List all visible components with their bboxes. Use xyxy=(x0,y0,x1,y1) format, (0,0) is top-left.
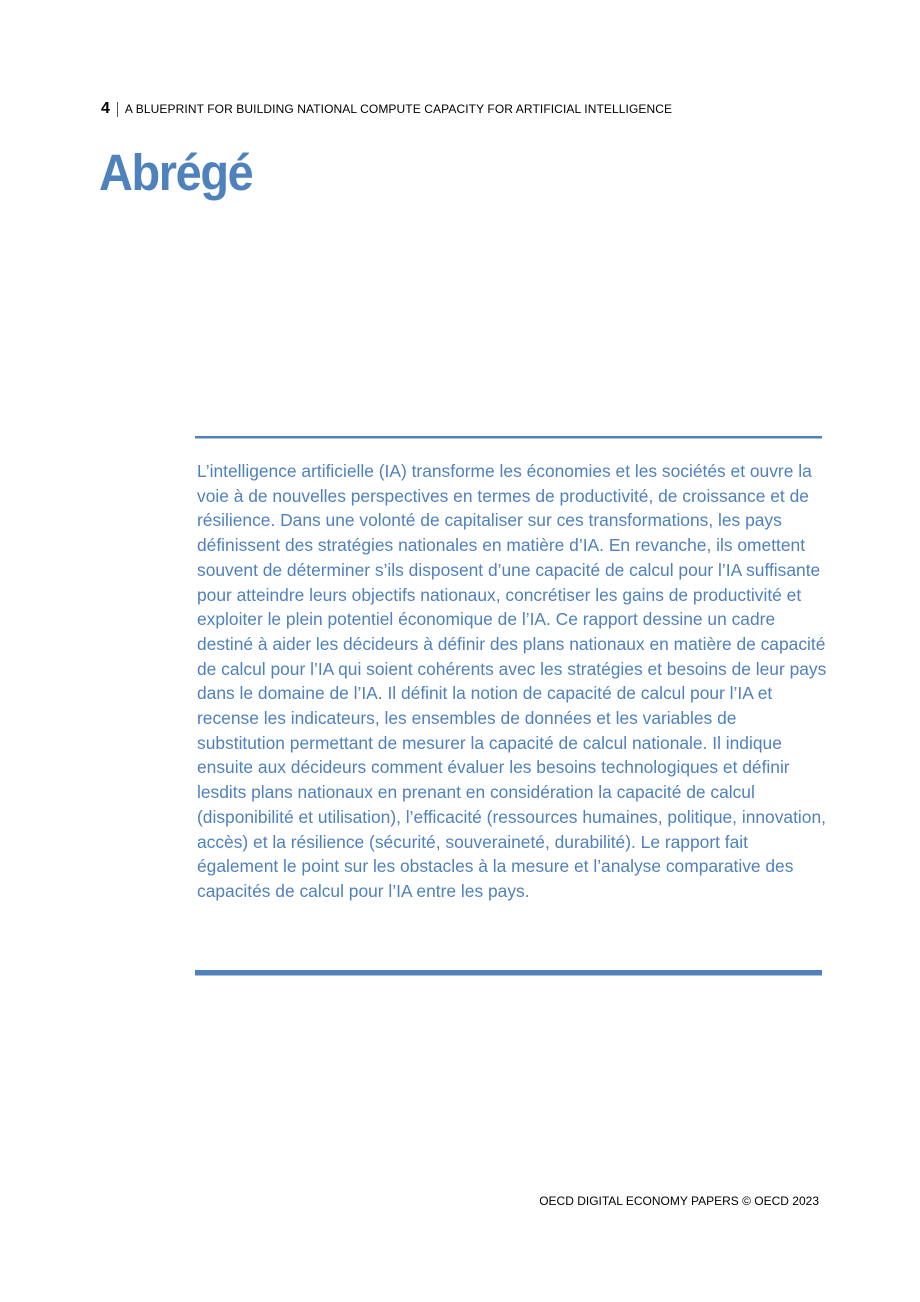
abstract-text: L’intelligence artificielle (IA) transforme les économies et les sociétés et ouvre la voie à de nouvelles perspectives en termes de productivité, de croissance et de résilience. Dans une volonté de capitaliser sur ces transformations, les pays définissent des stratégies nationales en matière d’IA. En revanche, ils omettent souvent de déterminer s’ils disposent d’une capacité de calcul pour l’IA suffisante pour atteindre leurs objectifs nationaux, concrétiser les gains de productivité et exploiter le plein potentiel économique de l’IA. Ce rapport dessine un cadre destiné à aider les décideurs à définir des plans nationaux en matière de capacité de calcul pour l’IA qui soient cohérents avec les stratégies et besoins de leur pays dans le domaine de l’IA. Il définit la notion de capacité de calcul pour l’IA et recense les indicateurs, les ensembles de données et les variables de substitution permettant de mesurer la capacité de calcul nationale. Il indique ensuite aux décideurs comment évaluer les besoins technologiques et définir lesdits plans nationaux en prenant en considération la capacité de calcul (disponibilité et utilisation), l’efficacité (ressources humaines, politique, innovation, accès) et la résilience (sécurité, souveraineté, durabilité). Le rapport fait également le point sur les obstacles à la mesure et l’analyse comparative des capacités de calcul pour l’IA entre les pays. xyxy=(197,461,827,901)
page-header xyxy=(101,99,672,119)
page-number: 4 xyxy=(101,100,110,117)
section-title: Abrégé xyxy=(99,144,253,201)
header-separator xyxy=(117,102,118,117)
page-footer: OECD DIGITAL ECONOMY PAPERS © OECD 2023 xyxy=(539,1194,819,1208)
abstract-bottom-rule xyxy=(195,970,822,975)
abstract-top-rule xyxy=(195,436,822,438)
running-title: A BLUEPRINT FOR BUILDING NATIONAL COMPUTE CAPACITY FOR ARTIFICIAL INTELLIGENCE xyxy=(124,102,673,116)
